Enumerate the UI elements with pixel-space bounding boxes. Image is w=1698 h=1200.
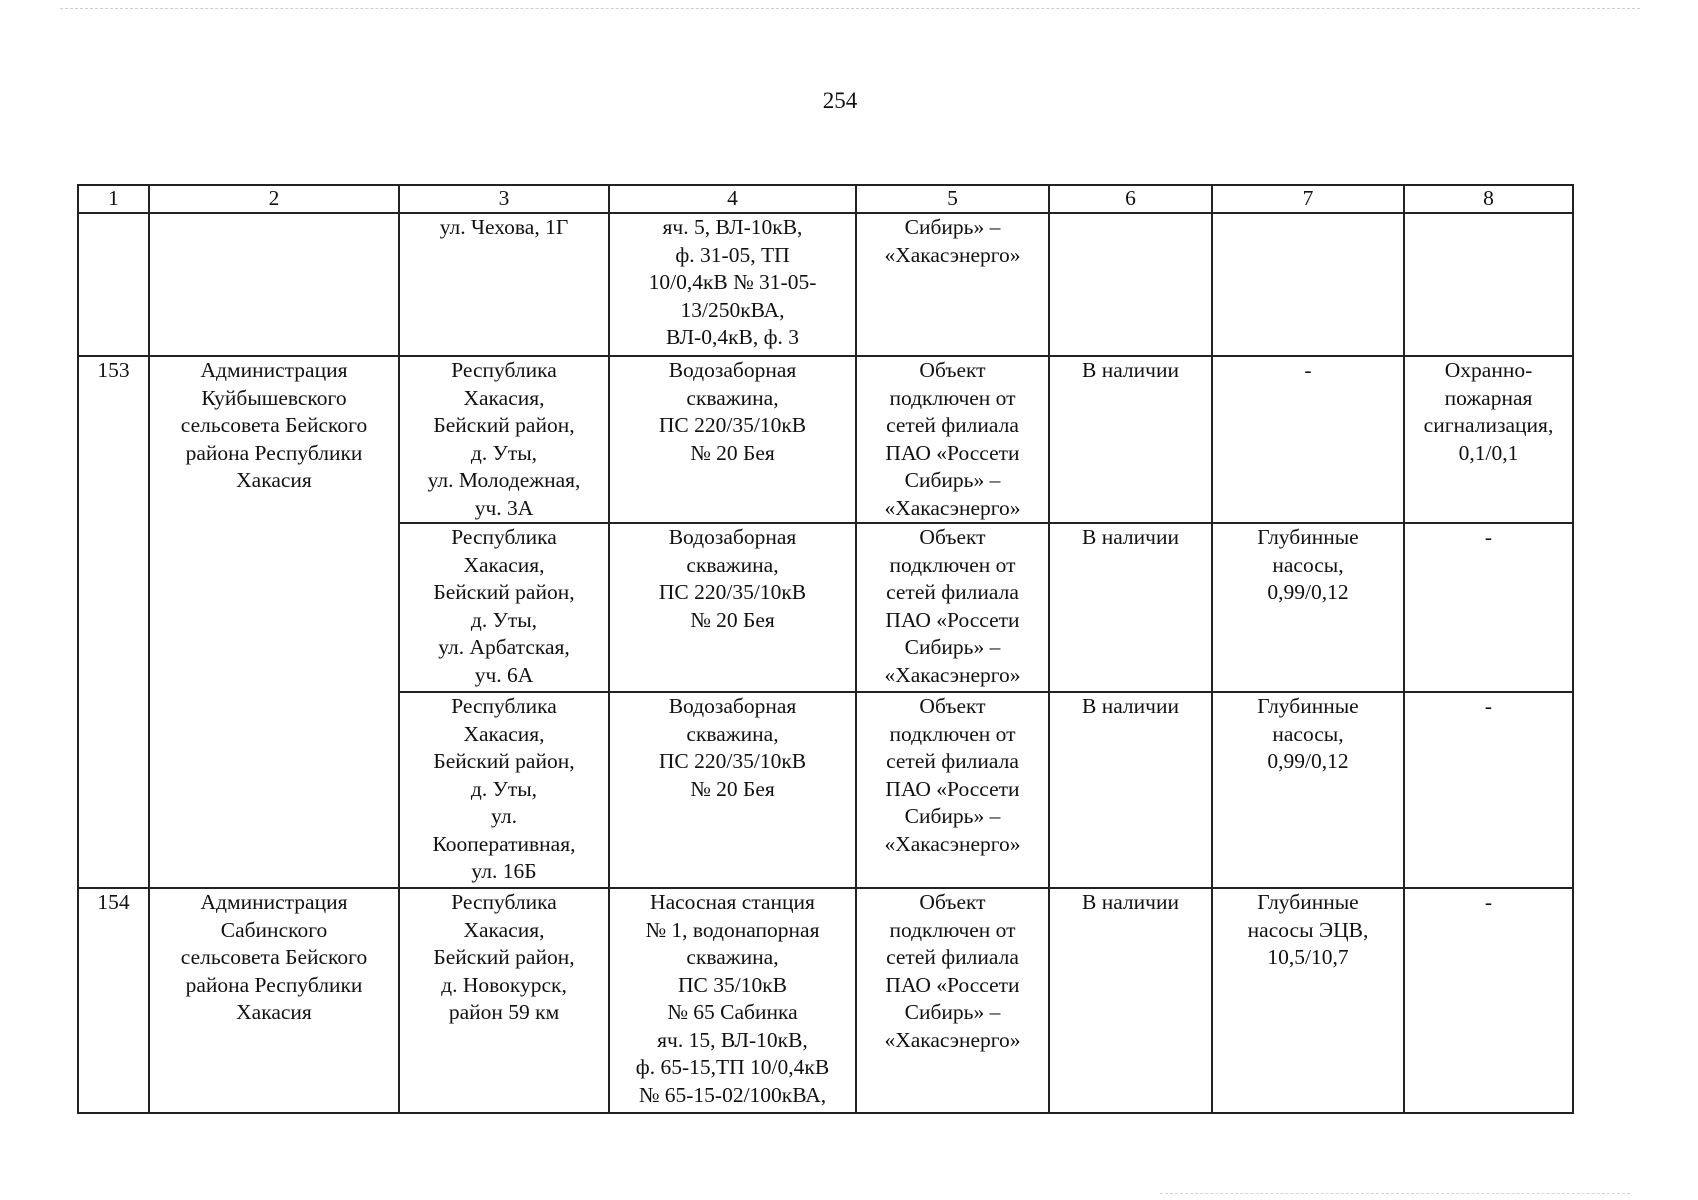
cell-address: Республика Хакасия, Бейский район, д. Уты, ул. Арбатская, уч. 6А xyxy=(399,523,609,692)
header-col-5: 5 xyxy=(856,185,1049,213)
table-row-153-a xyxy=(78,356,1573,523)
cell-empty xyxy=(149,213,399,356)
cell-address: Республика Хакасия, Бейский район, д. Уты, ул. Кооперативная, ул. 16Б xyxy=(399,692,609,888)
header-col-1: 1 xyxy=(78,185,149,213)
cell-address: Республика Хакасия, Бейский район, д. Новокурск, район 59 км xyxy=(399,888,609,1113)
cell-row-number: 154 xyxy=(78,888,149,1113)
cell-row-number: 153 xyxy=(78,356,149,888)
page-number: 254 xyxy=(822,88,858,113)
cell-address: ул. Чехова, 1Г xyxy=(399,213,609,356)
cell-equipment: Глубинные насосы ЭЦВ, 10,5/10,7 xyxy=(1212,888,1404,1113)
cell-status: В наличии xyxy=(1049,692,1212,888)
cell-note: - xyxy=(1404,888,1573,1113)
cell-connection: Объект подключен от сетей филиала ПАО «Россети Сибирь» – «Хакасэнерго» xyxy=(856,692,1049,888)
cell-organization: Администрация Куйбышевского сельсовета Бейского района Республики Хакасия xyxy=(149,356,399,888)
scan-edge-top xyxy=(60,8,1640,9)
cell-empty xyxy=(1404,213,1573,356)
cell-object: Водозаборная скважина, ПС 220/35/10кВ № 20 Бея xyxy=(609,692,856,888)
cell-status: В наличии xyxy=(1049,523,1212,692)
cell-connection: Сибирь» – «Хакасэнерго» xyxy=(856,213,1049,356)
cell-equipment: Глубинные насосы, 0,99/0,12 xyxy=(1212,692,1404,888)
header-col-4: 4 xyxy=(609,185,856,213)
cell-object: Водозаборная скважина, ПС 220/35/10кВ № 20 Бея xyxy=(609,523,856,692)
cell-empty xyxy=(78,213,149,356)
data-table xyxy=(77,184,1574,1114)
header-col-3: 3 xyxy=(399,185,609,213)
cell-object: Насосная станция № 1, водонапорная скважина, ПС 35/10кВ № 65 Сабинка яч. 15, ВЛ-10кВ, ф. 65-15,ТП 10/0,4кВ № 65-15-02/100кВА, xyxy=(609,888,856,1113)
header-col-6: 6 xyxy=(1049,185,1212,213)
cell-note: - xyxy=(1404,692,1573,888)
cell-connection: Объект подключен от сетей филиала ПАО «Россети Сибирь» – «Хакасэнерго» xyxy=(856,356,1049,523)
cell-connection: Объект подключен от сетей филиала ПАО «Россети Сибирь» – «Хакасэнерго» xyxy=(856,888,1049,1113)
cell-organization: Администрация Сабинского сельсовета Бейского района Республики Хакасия xyxy=(149,888,399,1113)
cell-note: Охранно- пожарная сигнализация, 0,1/0,1 xyxy=(1404,356,1573,523)
header-row xyxy=(78,185,1573,213)
cell-object: яч. 5, ВЛ-10кВ, ф. 31-05, ТП 10/0,4кВ № 31-05- 13/250кВА, ВЛ-0,4кВ, ф. 3 xyxy=(609,213,856,356)
cell-equipment: Глубинные насосы, 0,99/0,12 xyxy=(1212,523,1404,692)
cell-object: Водозаборная скважина, ПС 220/35/10кВ № 20 Бея xyxy=(609,356,856,523)
header-col-2: 2 xyxy=(149,185,399,213)
cell-equipment: - xyxy=(1212,356,1404,523)
cell-empty xyxy=(1212,213,1404,356)
cell-note: - xyxy=(1404,523,1573,692)
cell-status: В наличии xyxy=(1049,356,1212,523)
table-row-continued xyxy=(78,213,1573,356)
cell-address: Республика Хакасия, Бейский район, д. Уты, ул. Молодежная, уч. 3А xyxy=(399,356,609,523)
header-col-7: 7 xyxy=(1212,185,1404,213)
scan-edge-bottom xyxy=(1160,1193,1630,1194)
cell-status: В наличии xyxy=(1049,888,1212,1113)
cell-connection: Объект подключен от сетей филиала ПАО «Россети Сибирь» – «Хакасэнерго» xyxy=(856,523,1049,692)
table-row-154 xyxy=(78,888,1573,1113)
header-col-8: 8 xyxy=(1404,185,1573,213)
cell-empty xyxy=(1049,213,1212,356)
